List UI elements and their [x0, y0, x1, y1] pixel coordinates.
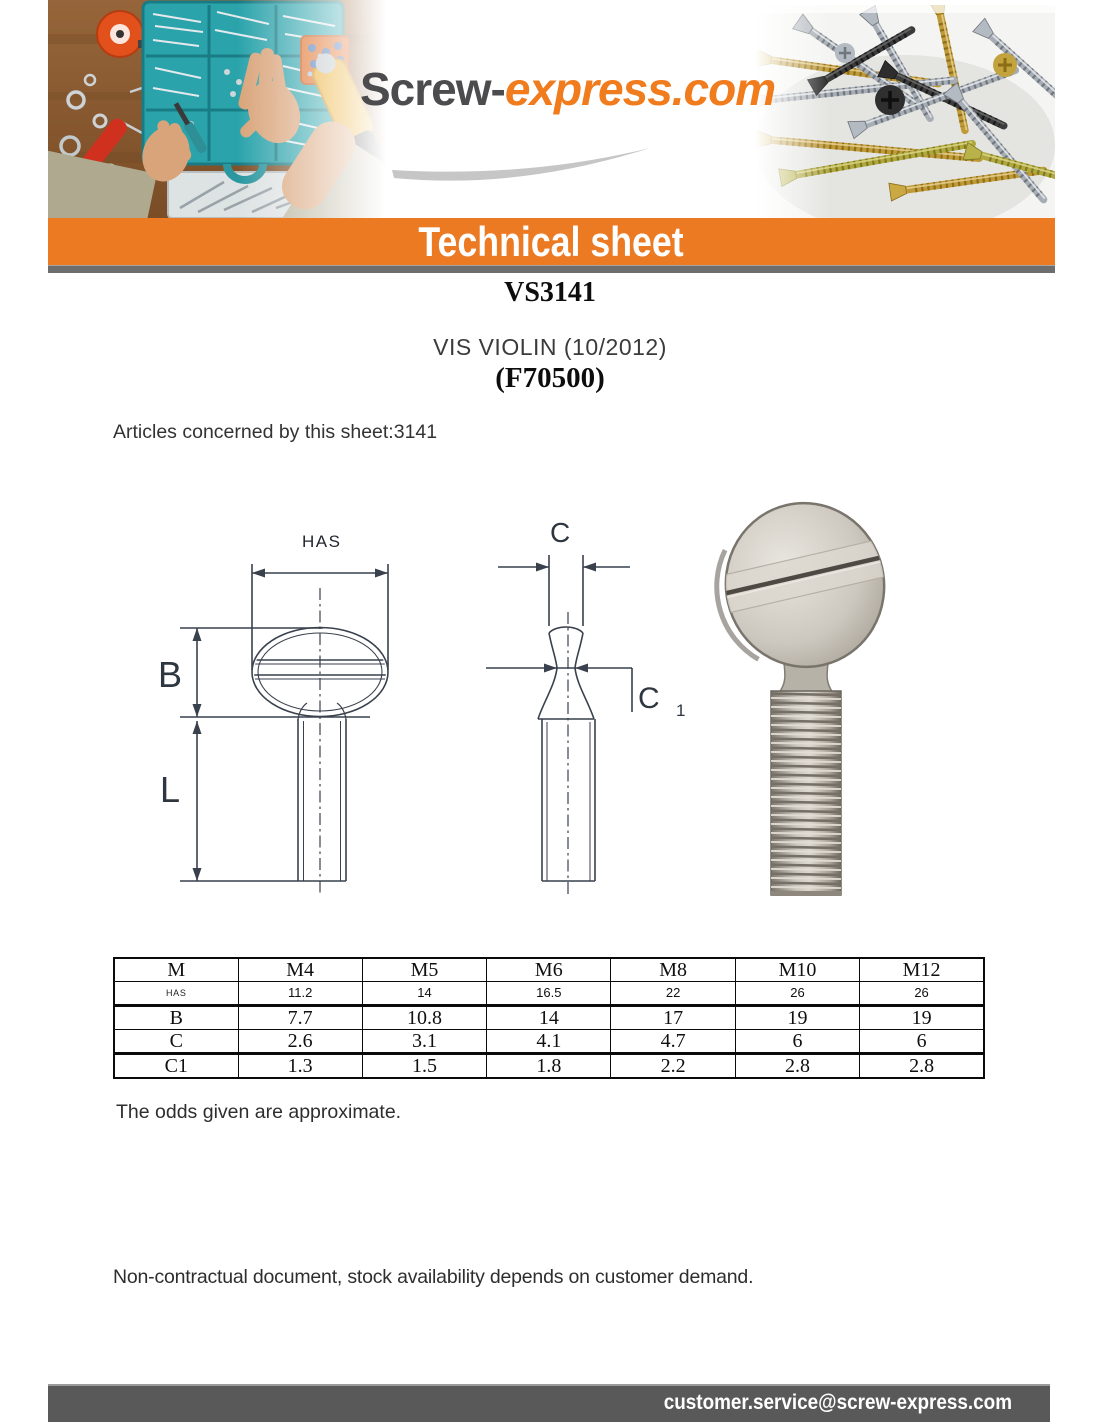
- cell-b-m12: 19: [860, 1006, 984, 1030]
- cell-c1-m10: 2.8: [735, 1054, 859, 1079]
- cell-c1-m5: 1.5: [362, 1054, 486, 1079]
- workbench-photo: [48, 0, 393, 218]
- product-name: VIS VIOLIN (10/2012): [433, 334, 667, 360]
- dim-label-c1: C: [638, 682, 660, 715]
- cell-c-m5: 3.1: [362, 1030, 486, 1054]
- table-row-m: [114, 958, 984, 982]
- table-row-has: [114, 982, 984, 1006]
- cell-c-m12: 6: [860, 1030, 984, 1054]
- cell-has-m10: 26: [735, 982, 859, 1006]
- cell-has-m5: 14: [362, 982, 486, 1006]
- logo-swoosh: [388, 142, 658, 186]
- cell-b-m6: 14: [487, 1006, 611, 1030]
- row-label-b: B: [114, 1006, 238, 1030]
- front-view-drawing: [140, 500, 430, 900]
- row-label-m: M: [114, 958, 238, 982]
- cell-c-m4: 2.6: [238, 1030, 362, 1054]
- cell-c-m8: 4.7: [611, 1030, 735, 1054]
- footer-bar: [48, 1384, 1050, 1422]
- workbench-photo-image: [48, 0, 393, 218]
- thumb-screw-photo: [705, 495, 905, 905]
- screw-pile-photo: [755, 5, 1055, 218]
- table-row-c1: [114, 1054, 984, 1079]
- note-non-contractual: Non-contractual document, stock availability depends on customer demand.: [113, 1266, 754, 1288]
- cell-b-m10: 19: [735, 1006, 859, 1030]
- side-view-drawing: [480, 500, 710, 900]
- dim-label-b: B: [158, 654, 183, 695]
- cell-m-m5: M5: [362, 958, 486, 982]
- spec-table: [113, 957, 985, 1079]
- row-label-c1: C1: [114, 1054, 238, 1079]
- cell-has-m6: 16.5: [487, 982, 611, 1006]
- banner-title: Technical sheet: [418, 218, 685, 265]
- technical-sheet-banner: [48, 218, 1055, 265]
- cell-has-m12: 26: [860, 982, 984, 1006]
- cell-b-m5: 10.8: [362, 1006, 486, 1030]
- articles-line: Articles concerned by this sheet:3141: [113, 421, 438, 443]
- dim-label-has: HAS: [302, 532, 342, 551]
- dim-label-l: L: [160, 769, 181, 810]
- row-label-has: HAS: [114, 982, 238, 1006]
- cell-m-m10: M10: [735, 958, 859, 982]
- cell-m-m12: M12: [860, 958, 984, 982]
- banner-divider: [48, 265, 1055, 273]
- note-approximate: The odds given are approximate.: [116, 1101, 402, 1123]
- product-code: VS3141: [504, 277, 596, 308]
- cell-m-m8: M8: [611, 958, 735, 982]
- footer-email: customer.service@screw-express.com: [663, 1391, 1012, 1414]
- cell-c1-m8: 2.2: [611, 1054, 735, 1079]
- product-reference: (F70500): [495, 362, 605, 394]
- cell-has-m4: 11.2: [238, 982, 362, 1006]
- logo-text-screw: Screw-: [360, 63, 505, 115]
- cell-c-m10: 6: [735, 1030, 859, 1054]
- cell-c1-m4: 1.3: [238, 1054, 362, 1079]
- logo-text-express: express.com: [504, 63, 776, 115]
- cell-m-m4: M4: [238, 958, 362, 982]
- cell-b-m8: 17: [611, 1006, 735, 1030]
- dim-label-c: C: [550, 517, 571, 548]
- cell-m-m6: M6: [487, 958, 611, 982]
- row-label-c: C: [114, 1030, 238, 1054]
- table-row-b: [114, 1006, 984, 1030]
- dim-label-c1-sub: 1: [676, 701, 686, 720]
- screw-pile-photo-image: [755, 5, 1055, 218]
- cell-c1-m6: 1.8: [487, 1054, 611, 1079]
- cell-c1-m12: 2.8: [860, 1054, 984, 1079]
- cell-has-m8: 22: [611, 982, 735, 1006]
- cell-c-m6: 4.1: [487, 1030, 611, 1054]
- cell-b-m4: 7.7: [238, 1006, 362, 1030]
- table-row-c: [114, 1030, 984, 1054]
- site-logo: [360, 62, 776, 116]
